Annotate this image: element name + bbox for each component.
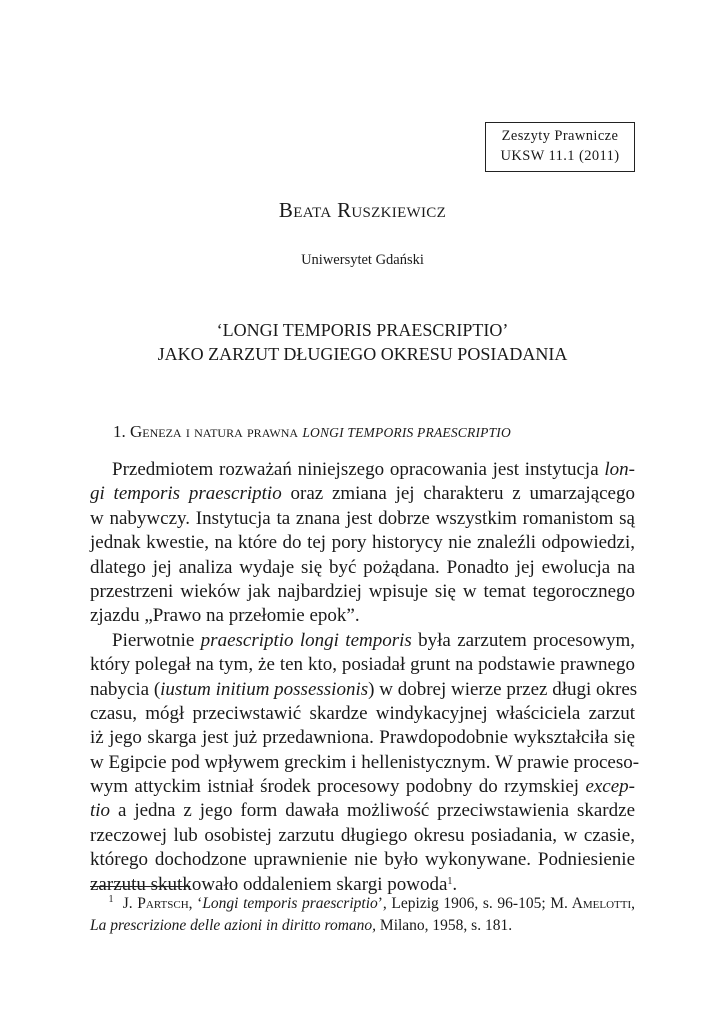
body-line: iż jego skarga jest już przedawniona. Prawdopodobnie wykształciła się bbox=[90, 727, 635, 749]
author-name: Beata Ruszkiewicz bbox=[278, 198, 447, 222]
title-line-1: ‘LONGI TEMPORIS PRAESCRIPTIO’ bbox=[216, 320, 509, 340]
footnote bbox=[90, 893, 635, 937]
body-line: w Egipcie pod wpływem greckim i hellenistycznym. W prawie proceso- bbox=[90, 751, 640, 773]
body-line: zjazdu „Prawo na przełomie epok”. bbox=[90, 605, 360, 627]
title-line-2: JAKO ZARZUT DŁUGIEGO OKRESU POSIADANIA bbox=[157, 344, 568, 364]
footnote-number: 1 bbox=[108, 894, 114, 905]
section-heading-text: Geneza i natura prawna bbox=[130, 422, 299, 441]
section-heading-italic: LONGI TEMPORIS PRAESCRIPTIO bbox=[302, 425, 511, 440]
journal-issue: UKSW 11.1 (2011) bbox=[500, 148, 620, 164]
author-affiliation: Uniwersytet Gdański bbox=[301, 252, 424, 268]
body-line: dlatego jej analiza wydaje się być pożądana. Ponadto jej ewolucja na bbox=[90, 556, 635, 578]
body-line: jednak kwestie, na które do tej pory historycy nie znaleźli odpowiedzi, bbox=[90, 532, 635, 554]
footnote-line: $^1$ J. Partsch, ‘Longi temporis praescriptio’, Lepizig 1906, s. 96-105; M. Amelotti, bbox=[108, 894, 636, 912]
body-line: tio a jedna z jego form dawała możliwość przeciwstawienia skardze bbox=[90, 800, 635, 822]
section-number: 1. bbox=[113, 422, 126, 441]
journal-info-box bbox=[485, 122, 635, 172]
section-heading bbox=[113, 422, 511, 442]
footnote-reference[interactable]: 1 bbox=[447, 875, 453, 887]
body-line: czasu, mógł przeciwstawić skardze windykacyjnej właściciela zarzut bbox=[90, 702, 635, 724]
footnote-line: La prescrizione delle azioni in diritto romano, Milano, 1958, s. 181. bbox=[90, 917, 513, 934]
body-line: wym attyckim istniał środek procesowy podobny do rzymskiej excep- bbox=[90, 776, 635, 798]
body-line: Przedmiotem rozważań niniejszego opracowania jest instytucja lon- bbox=[112, 459, 635, 480]
body-line: zarzutu skutkowało oddaleniem skargi powoda$^1$. bbox=[90, 873, 458, 895]
body-line: który polegał na tym, że ten kto, posiadał grunt na podstawie prawnego bbox=[90, 654, 635, 676]
body-line: w nabywczy. Instytucja ta znana jest dobrze wszystkim romanistom są bbox=[90, 507, 635, 529]
body-line: rzeczowej lub osobistej zarzutu długiego okresu posiadania, w czasie, bbox=[90, 824, 635, 846]
footnote-divider bbox=[90, 886, 190, 887]
journal-name: Zeszyty Prawnicze bbox=[501, 128, 619, 144]
article-title bbox=[0, 318, 725, 366]
body-line: Pierwotnie praescriptio longi temporis była zarzutem procesowym, bbox=[112, 629, 635, 651]
body-line: przestrzeni wieków jak najbardziej wpisuje się w temat tegorocznego bbox=[90, 580, 635, 602]
body-line: którego dochodzone uprawnienie nie było wykonywane. Podniesienie bbox=[90, 849, 635, 871]
body-line: gi temporis praescriptio oraz zmiana jej charakteru z umarzającego bbox=[90, 483, 635, 505]
article-body bbox=[90, 458, 640, 897]
body-line: nabycia (iustum initium possessionis) w dobrej wierze przez długi okres bbox=[90, 678, 638, 700]
